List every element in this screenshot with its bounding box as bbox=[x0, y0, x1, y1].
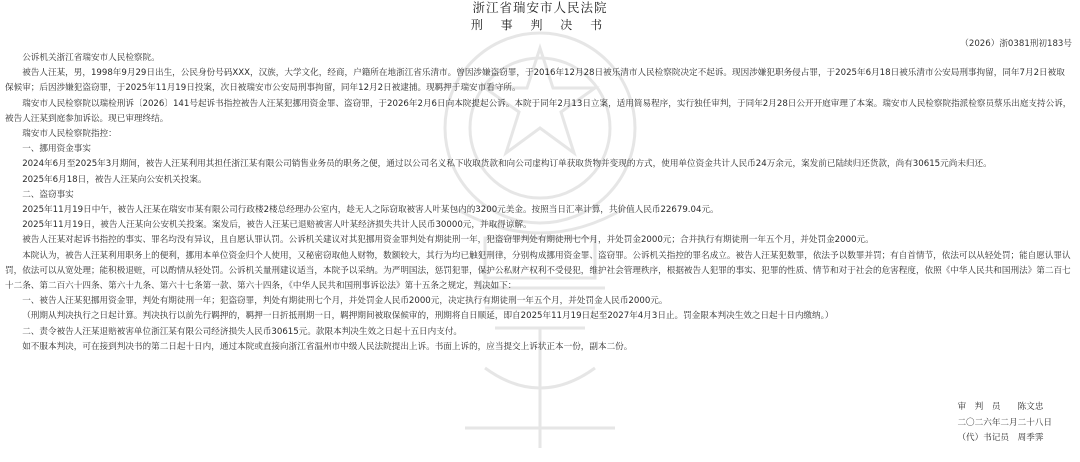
paragraph: 2025年6月18日，被告人汪某向公安机关投案。 bbox=[22, 174, 207, 185]
paragraph: 2025年11月19日，被告人汪某向公安机关投案。案发后，被告人汪某已退赔被害人叶某经济损失共计人民币30000元，并取得谅解。 bbox=[22, 220, 532, 231]
paragraph: 公诉机关浙江省瑞安市人民检察院。 bbox=[22, 53, 160, 63]
paragraph: 瑞安市人民检察院以瑞检刑诉〔2026〕141号起诉书指控被告人汪某犯挪用资金罪、盗窃罪，于2026年2月6日向本院提起公诉。本院于同年2月13日立案，适用简易程序，实行独任审判，于同年2月28日公开开庭审理了本案。瑞安市人民检察院指派检察员蔡乐出庭支持公诉，被告人汪某到庭参加诉讼。现已审理终结。 bbox=[5, 98, 1072, 124]
judge-name: 陈文忠 bbox=[1017, 402, 1044, 412]
paragraph: 瑞安市人民检察院指控： bbox=[22, 129, 117, 140]
clerk-name: 周季霁 bbox=[1017, 433, 1044, 443]
paragraph: 2025年11月19日中午，被告人汪某在瑞安市某有限公司行政楼2楼总经理办公室内，趁无人之际窃取被害人叶某包内的3200元美金。按照当日汇率计算，共价值人民币22679.04元。 bbox=[22, 205, 719, 216]
court-name: 浙江省瑞安市人民法院 bbox=[472, 0, 608, 15]
judge-row bbox=[957, 400, 1052, 416]
verdict-item: 一、被告人汪某犯挪用资金罪，判处有期徒刑一年；犯盗窃罪，判处有期徒刑七个月，并处罚金人民币2000元，决定执行有期徒刑一年五个月，并处罚金人民币2000元。 bbox=[22, 296, 668, 307]
judgment-body bbox=[5, 51, 1073, 355]
clerk-row bbox=[957, 431, 1052, 447]
clerk-label: （代）书记员 bbox=[957, 433, 1010, 443]
case-number: （2026）浙0381刑初183号 bbox=[960, 39, 1072, 49]
section-heading: 二、盗窃事实 bbox=[22, 189, 74, 200]
signature-block bbox=[957, 400, 1052, 447]
paragraph: 本院认为，被告人汪某利用职务上的便利，挪用本单位资金归个人使用，又秘密窃取他人财物，数额较大，其行为均已触犯刑律，分别构成挪用资金罪、盗窃罪。公诉机关指控的罪名成立。被告人汪某犯数罪，依法予以数罪并罚；有自首情节，依法可以从轻处罚；能自愿认罪认罚，依法可以从宽处理；能积极退赃，可以酌情从轻处罚。公诉机关量刑建议适当，本院予以采纳。为严明国法，惩罚犯罪，保护公私财产权利不受侵犯，维护社会管理秩序，根据被告人犯罪的事实、犯罪的性质、情节和对于社会的危害程度，依照《中华人民共和国刑法》第二百七十二条、第二百六十四条、第六十九条、第六十七条第一款、第六十四条，《中华人民共和国刑事诉讼法》第十五条之规定，判决如下： bbox=[5, 250, 1071, 292]
document-header bbox=[0, 0, 1080, 33]
verdict-item: 二、责令被告人汪某退赔被害单位浙江某有限公司经济损失人民币30615元。款限本判决生效之日起十五日内支付。 bbox=[22, 326, 463, 337]
judgment-date: 二〇二六年二月二十八日 bbox=[957, 417, 1052, 428]
paragraph: 2024年6月至2025年3月期间，被告人汪某利用其担任浙江某有限公司销售业务员的职务之便，通过以公司名义私下收取货款和向公司虚构订单获取货物并变现的方式，使用单位资金共计人民币24万余元，案发前已陆续归还货款，尚有30615元尚未归还。 bbox=[22, 159, 992, 170]
appeal-notice: 如不服本判决，可在接到判决书的第二日起十日内，通过本院或直接向浙江省温州市中级人民法院提出上诉。书面上诉的，应当提交上诉状正本一份，副本二份。 bbox=[22, 341, 633, 352]
judge-label: 审 判 员 bbox=[957, 402, 1001, 412]
paragraph: 被告人汪某对起诉书指控的事实、罪名均没有异议，且自愿认罪认罚。公诉机关建议对其犯挪用资金罪判处有期徒刑一年，犯盗窃罪判处有期徒刑七个月，并处罚金2000元；合并执行有期徒刑一年五个月，并处罚金2000元。 bbox=[22, 235, 874, 246]
section-heading: 一、挪用资金事实 bbox=[22, 144, 91, 155]
document-type: 刑 事 判 决 书 bbox=[470, 18, 610, 32]
verdict-note: （刑期从判决执行之日起计算。判决执行以前先行羁押的，羁押一日折抵刑期一日，羁押期间被取保候审的，刑期将自日顺延，即自2025年11月19日起至2027年4月3日止。罚金限本判决生效之日起十日内缴纳。） bbox=[22, 311, 834, 322]
paragraph: 被告人汪某，男，1998年9月29日出生，公民身份号码XXX，汉族，大学文化，经商，户籍所在地浙江省乐清市。曾因涉嫌盗窃罪，于2016年12月28日被乐清市人民检察院决定不起诉。现因涉嫌犯职务侵占罪，于2025年6月18日被乐清市公安局刑事拘留，同年7月2日被取保候审；后因涉嫌犯盗窃罪，于2025年11月19日投案，次日被瑞安市公安局刑事拘留，同年12月2日被逮捕。现羁押于瑞安市看守所。 bbox=[5, 68, 1065, 94]
